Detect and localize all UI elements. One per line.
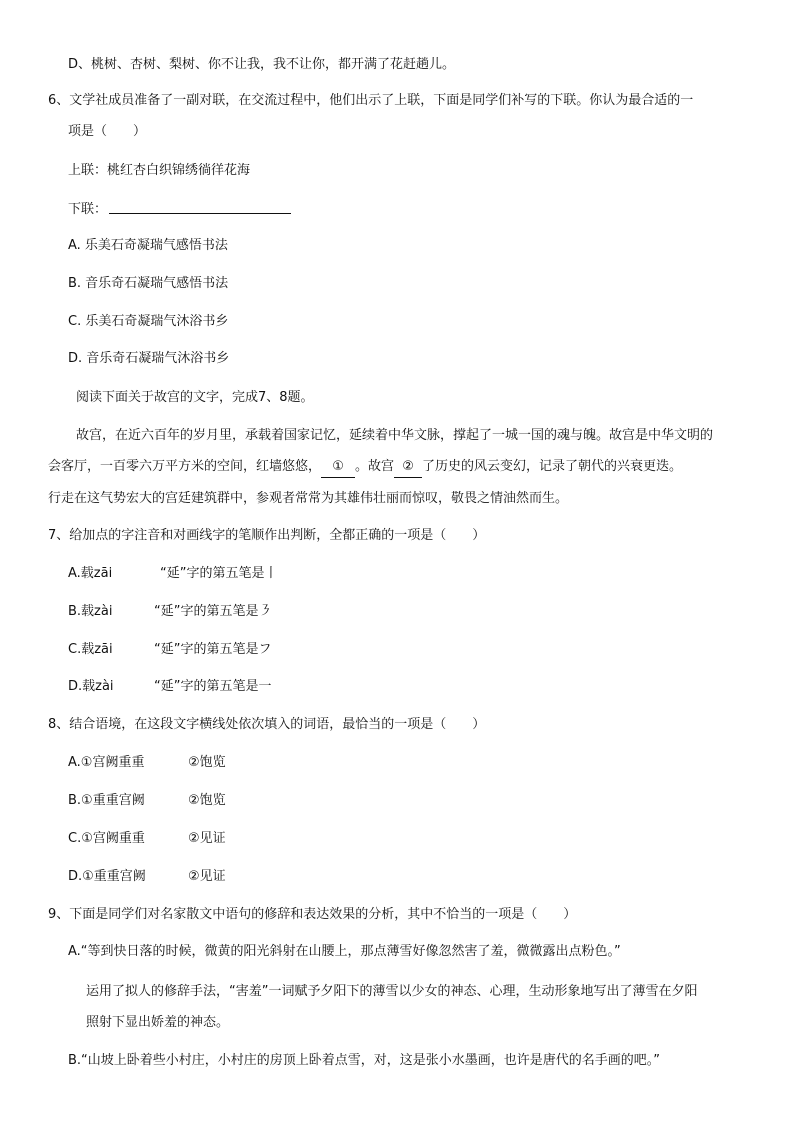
q6-option-b: B. 音乐奇石凝瑞气感悟书法 xyxy=(68,276,229,291)
q8-option-c-second: ②见证 xyxy=(188,831,226,846)
q8-option-d-second: ②见证 xyxy=(188,869,226,884)
q9-option-a-analysis-line2: 照射下显出娇羞的神态。 xyxy=(86,1015,230,1030)
q8-option-c-first: C.①宫阙重重 xyxy=(68,831,145,846)
q7-option-b-pinyin: B.载zài xyxy=(68,604,113,619)
q5-option-d: D、桃树、杏树、梨树、你不让我，我不让你，都开满了花赶趟儿。 xyxy=(68,57,456,72)
q6-lower-label: 下联： xyxy=(68,202,108,217)
q7-stem: 7、给加点的字注音和对画线字的笔顺作出判断，全都正确的一项是（ ） xyxy=(48,528,486,543)
q7-option-d-pinyin: D.载zài xyxy=(68,679,114,694)
q9-option-a-quote: A.“等到快日落的时候，微黄的阳光斜射在山腰上，那点薄雪好像忽然害了羞，微微露出点粉色。” xyxy=(68,944,621,959)
q7-option-c-stroke: “延”字的第五笔是フ xyxy=(154,642,272,657)
reading-passage-line3: 行走在这气势宏大的宫廷建筑群中，参观者常常为其雄伟壮丽而惊叹，敬畏之情油然而生。 xyxy=(48,491,569,506)
passage-blank-1: ① xyxy=(321,457,355,478)
q6-stem-line1: 6、文学社成员准备了一副对联，在交流过程中，他们出示了上联，下面是同学们补写的下联。你认为最合适的一 xyxy=(48,93,694,108)
q6-upper-couplet: 上联：桃红杏白织锦绣徜徉花海 xyxy=(68,163,251,178)
q9-option-a-analysis-line1: 运用了拟人的修辞手法，“害羞”一词赋予夕阳下的薄雪以少女的神态、心理，生动形象地写出了薄雪在夕阳 xyxy=(86,984,698,999)
q7-option-a-pinyin: A.载zāi xyxy=(68,566,113,581)
reading-passage-line2: 会客厅，一百零六万平方米的空间，红墙悠悠， ① 。故宫 ② 了历史的风云变幻，记录了朝代的兴衰更迭。 xyxy=(48,457,682,478)
q8-stem: 8、结合语境，在这段文字横线处依次填入的词语，最恰当的一项是（ ） xyxy=(48,717,486,732)
q9-option-b-quote: B.“山坡上卧着些小村庄，小村庄的房顶上卧着点雪，对，这是张小水墨画，也许是唐代的名手画的吧。” xyxy=(68,1053,661,1068)
q8-option-a-second: ②饱览 xyxy=(188,755,226,770)
q8-option-b-first: B.①重重宫阙 xyxy=(68,793,145,808)
q7-option-d-stroke: “延”字的第五笔是一 xyxy=(154,679,272,694)
q6-option-a: A. 乐美石奇凝瑞气感悟书法 xyxy=(68,238,228,253)
q6-answer-blank xyxy=(109,199,291,214)
reading-intro: 阅读下面关于故宫的文字，完成7、8题。 xyxy=(76,390,314,405)
passage-blank-2: ② xyxy=(394,457,422,478)
q7-option-b-stroke: “延”字的第五笔是㇋ xyxy=(154,604,272,619)
q8-option-d-first: D.①重重宫阙 xyxy=(68,869,146,884)
q6-option-d: D. 音乐奇石凝瑞气沐浴书乡 xyxy=(68,351,230,366)
q6-lower-couplet xyxy=(68,199,291,220)
q6-option-c: C. 乐美石奇凝瑞气沐浴书乡 xyxy=(68,314,229,329)
q9-stem: 9、下面是同学们对名家散文中语句的修辞和表达效果的分析，其中不恰当的一项是（ ） xyxy=(48,907,577,922)
q7-option-a-stroke: “延”字的第五笔是丨 xyxy=(160,566,278,581)
q8-option-a-first: A.①宫阙重重 xyxy=(68,755,145,770)
q7-option-c-pinyin: C.载zāi xyxy=(68,642,113,657)
q8-option-b-second: ②饱览 xyxy=(188,793,226,808)
q6-stem-line2: 项是（ ） xyxy=(68,124,147,139)
reading-passage-line1: 故宫，在近六百年的岁月里，承载着国家记忆，延续着中华文脉，撑起了一城一国的魂与魄。故宫是中华文明的 xyxy=(76,428,714,443)
